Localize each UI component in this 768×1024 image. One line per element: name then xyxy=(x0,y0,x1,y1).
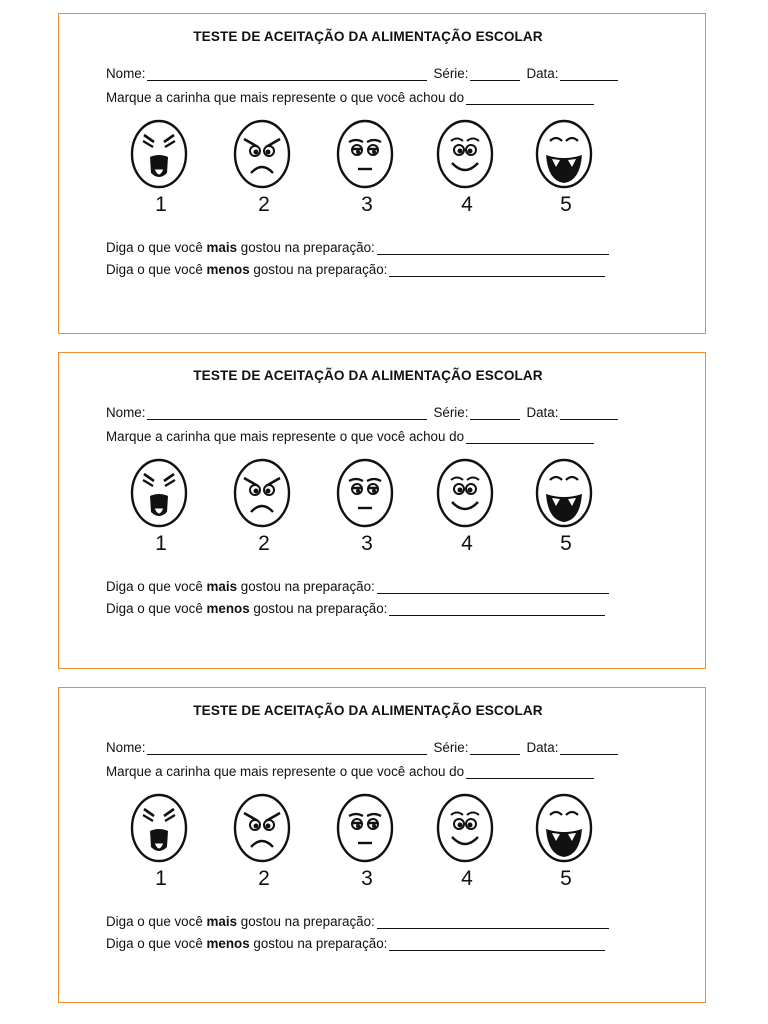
name-label: Nome: xyxy=(106,66,146,81)
instruction-text: Marque a carinha que mais represente o que você achou do xyxy=(106,429,465,444)
face-scale xyxy=(59,791,707,895)
date-label: Data: xyxy=(526,740,559,755)
face-option-4[interactable] xyxy=(435,456,505,560)
date-field[interactable] xyxy=(560,68,618,81)
face-option-1[interactable] xyxy=(129,791,199,895)
face-scale xyxy=(59,117,707,221)
serie-field[interactable] xyxy=(470,407,520,420)
name-row xyxy=(106,405,618,420)
face-option-2[interactable] xyxy=(232,791,302,895)
least-liked-suffix: gostou na preparação: xyxy=(249,262,388,277)
serie-label: Série: xyxy=(433,66,469,81)
survey-card-2 xyxy=(58,352,706,669)
most-liked-prefix: Diga o que você xyxy=(106,240,207,255)
sad-face-icon xyxy=(232,117,296,191)
face-number: 2 xyxy=(258,532,270,555)
most-liked-prefix: Diga o que você xyxy=(106,579,207,594)
least-liked-field[interactable] xyxy=(389,603,605,616)
face-number: 4 xyxy=(461,867,473,890)
least-liked-row xyxy=(106,262,605,277)
name-row xyxy=(106,66,618,81)
most-liked-suffix: gostou na preparação: xyxy=(237,914,375,929)
most-liked-row xyxy=(106,240,609,255)
most-liked-suffix: gostou na preparação: xyxy=(237,240,375,255)
smiling-face-icon xyxy=(435,456,499,530)
face-number: 2 xyxy=(258,193,270,216)
name-field[interactable] xyxy=(147,407,427,420)
most-liked-field[interactable] xyxy=(377,242,609,255)
name-label: Nome: xyxy=(106,740,146,755)
form-title: TESTE DE ACEITAÇÃO DA ALIMENTAÇÃO ESCOLAR xyxy=(193,703,543,718)
least-liked-prefix: Diga o que você xyxy=(106,936,207,951)
most-liked-field[interactable] xyxy=(377,916,609,929)
face-option-3[interactable] xyxy=(335,456,405,560)
neutral-face-icon xyxy=(335,456,399,530)
date-label: Data: xyxy=(526,66,559,81)
smiling-face-icon xyxy=(435,791,499,865)
most-liked-bold: mais xyxy=(206,914,238,929)
neutral-face-icon xyxy=(335,117,399,191)
least-liked-bold: menos xyxy=(206,936,250,951)
sad-face-icon xyxy=(232,791,296,865)
name-field[interactable] xyxy=(147,742,427,755)
serie-label: Série: xyxy=(433,740,469,755)
most-liked-row xyxy=(106,579,609,594)
disgusted-face-icon xyxy=(129,456,193,530)
name-label: Nome: xyxy=(106,405,146,420)
laughing-face-icon xyxy=(534,456,598,530)
laughing-face-icon xyxy=(534,117,598,191)
food-field[interactable] xyxy=(466,431,594,444)
least-liked-bold: menos xyxy=(206,262,250,277)
serie-label: Série: xyxy=(433,405,469,420)
face-number: 3 xyxy=(361,532,373,555)
face-option-4[interactable] xyxy=(435,117,505,221)
date-label: Data: xyxy=(526,405,559,420)
face-number: 4 xyxy=(461,193,473,216)
date-field[interactable] xyxy=(560,742,618,755)
least-liked-bold: menos xyxy=(206,601,250,616)
disgusted-face-icon xyxy=(129,117,193,191)
least-liked-row xyxy=(106,936,605,951)
food-field[interactable] xyxy=(466,766,594,779)
face-option-4[interactable] xyxy=(435,791,505,895)
least-liked-prefix: Diga o que você xyxy=(106,262,207,277)
face-option-1[interactable] xyxy=(129,117,199,221)
neutral-face-icon xyxy=(335,791,399,865)
serie-field[interactable] xyxy=(470,742,520,755)
face-number: 5 xyxy=(560,193,572,216)
sad-face-icon xyxy=(232,456,296,530)
face-number: 4 xyxy=(461,532,473,555)
face-number: 1 xyxy=(155,532,167,555)
least-liked-row xyxy=(106,601,605,616)
most-liked-prefix: Diga o que você xyxy=(106,914,207,929)
least-liked-suffix: gostou na preparação: xyxy=(249,936,388,951)
face-scale xyxy=(59,456,707,560)
smiling-face-icon xyxy=(435,117,499,191)
name-row xyxy=(106,740,618,755)
most-liked-field[interactable] xyxy=(377,581,609,594)
most-liked-suffix: gostou na preparação: xyxy=(237,579,375,594)
least-liked-suffix: gostou na preparação: xyxy=(249,601,388,616)
face-number: 2 xyxy=(258,867,270,890)
instruction-row xyxy=(106,764,594,779)
form-title: TESTE DE ACEITAÇÃO DA ALIMENTAÇÃO ESCOLAR xyxy=(193,29,543,44)
face-option-2[interactable] xyxy=(232,117,302,221)
instruction-text: Marque a carinha que mais represente o que você achou do xyxy=(106,764,465,779)
face-option-1[interactable] xyxy=(129,456,199,560)
instruction-row xyxy=(106,429,594,444)
name-field[interactable] xyxy=(147,68,427,81)
least-liked-field[interactable] xyxy=(389,264,605,277)
serie-field[interactable] xyxy=(470,68,520,81)
survey-card-1 xyxy=(58,13,706,334)
date-field[interactable] xyxy=(560,407,618,420)
face-option-5[interactable] xyxy=(534,456,604,560)
most-liked-row xyxy=(106,914,609,929)
disgusted-face-icon xyxy=(129,791,193,865)
face-option-5[interactable] xyxy=(534,117,604,221)
face-option-2[interactable] xyxy=(232,456,302,560)
least-liked-prefix: Diga o que você xyxy=(106,601,207,616)
instruction-text: Marque a carinha que mais represente o que você achou do xyxy=(106,90,465,105)
form-title: TESTE DE ACEITAÇÃO DA ALIMENTAÇÃO ESCOLAR xyxy=(193,368,543,383)
face-option-5[interactable] xyxy=(534,791,604,895)
least-liked-field[interactable] xyxy=(389,938,605,951)
most-liked-bold: mais xyxy=(206,579,238,594)
laughing-face-icon xyxy=(534,791,598,865)
face-number: 1 xyxy=(155,867,167,890)
face-option-3[interactable] xyxy=(335,117,405,221)
face-number: 5 xyxy=(560,867,572,890)
face-number: 3 xyxy=(361,193,373,216)
face-number: 1 xyxy=(155,193,167,216)
instruction-row xyxy=(106,90,594,105)
face-number: 3 xyxy=(361,867,373,890)
face-number: 5 xyxy=(560,532,572,555)
most-liked-bold: mais xyxy=(206,240,238,255)
face-option-3[interactable] xyxy=(335,791,405,895)
food-field[interactable] xyxy=(466,92,594,105)
survey-card-3 xyxy=(58,687,706,1003)
